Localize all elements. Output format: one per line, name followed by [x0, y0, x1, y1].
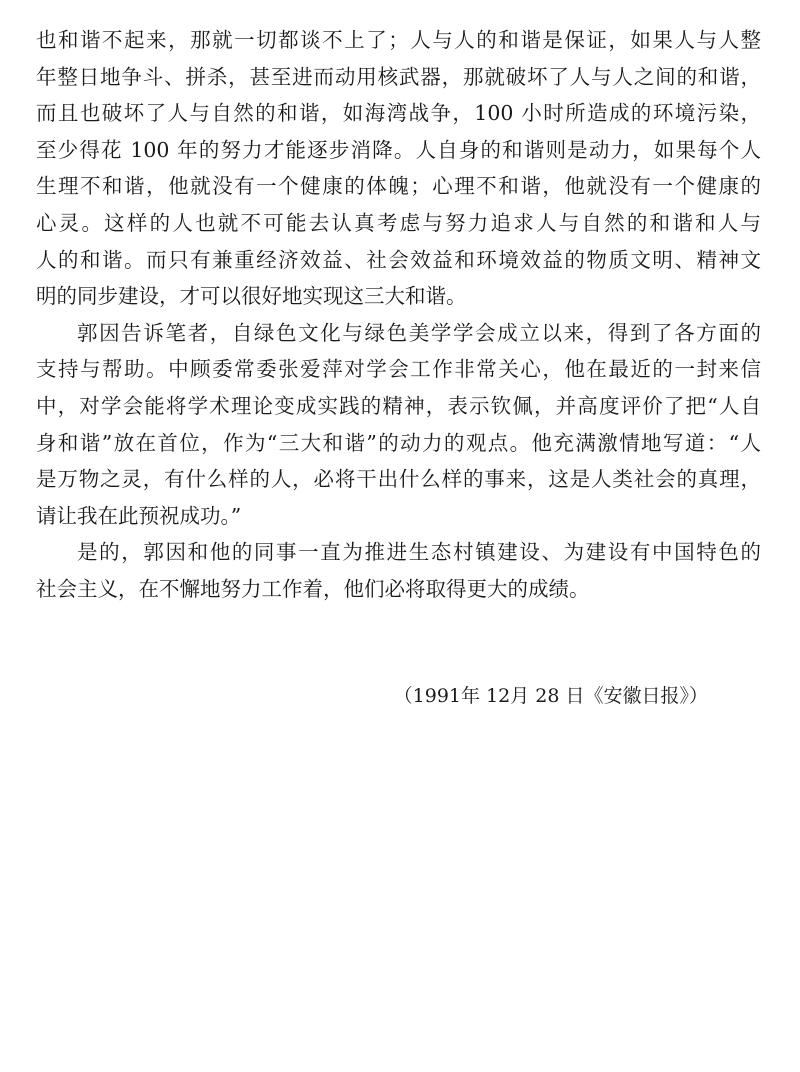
article-body	[36, 22, 761, 608]
text-line: 生理不和谐，他就没有一个健康的体魄；心理不和谐，他就没有一个健康的	[36, 174, 761, 199]
text-line: 年整日地争斗、拼杀，甚至进而动用核武器，那就破坏了人与人之间的和谐，	[36, 64, 761, 89]
text-line: 中，对学会能将学术理论变成实践的精神，表示钦佩，并高度评价了把“人自	[36, 393, 761, 418]
text-line: 也和谐不起来，那就一切都谈不上了；人与人的和谐是保证，如果人与人整	[36, 28, 761, 52]
text-line: 请让我在此预祝成功。”	[36, 503, 242, 528]
text-line: 心灵。这样的人也就不可能去认真考虑与努力追求人与自然的和谐和人与	[36, 210, 761, 235]
text-line: 支持与帮助。中顾委常委张爱萍对学会工作非常关心，他在最近的一封来信	[36, 357, 761, 382]
text-line: 而且也破坏了人与自然的和谐，如海湾战争，100 小时所造成的环境污染，	[36, 101, 761, 126]
text-line: 是万物之灵，有什么样的人，必将干出什么样的事来，这是人类社会的真理，	[36, 467, 761, 492]
text-line: 人的和谐。而只有兼重经济效益、社会效益和环境效益的物质文明、精神文	[36, 247, 761, 272]
text-line: 是的，郭因和他的同事一直为推进生态村镇建设、为建设有中国特色的	[77, 540, 761, 565]
text-line: 郭因告诉笔者，自绿色文化与绿色美学学会成立以来，得到了各方面的	[77, 320, 761, 345]
text-line: 明的同步建设，才可以很好地实现这三大和谐。	[36, 284, 467, 309]
text-line: 至少得花 100 年的努力才能逐步消降。人自身的和谐则是动力，如果每个人	[36, 137, 761, 162]
text-line: 身和谐”放在首位，作为“三大和谐”的动力的观点。他充满激情地写道：“人	[36, 430, 761, 455]
source-citation: （1991年 12月 28 日《安徽日报》）	[393, 685, 708, 707]
text-line: 社会主义，在不懈地努力工作着，他们必将取得更大的成绩。	[36, 576, 590, 601]
